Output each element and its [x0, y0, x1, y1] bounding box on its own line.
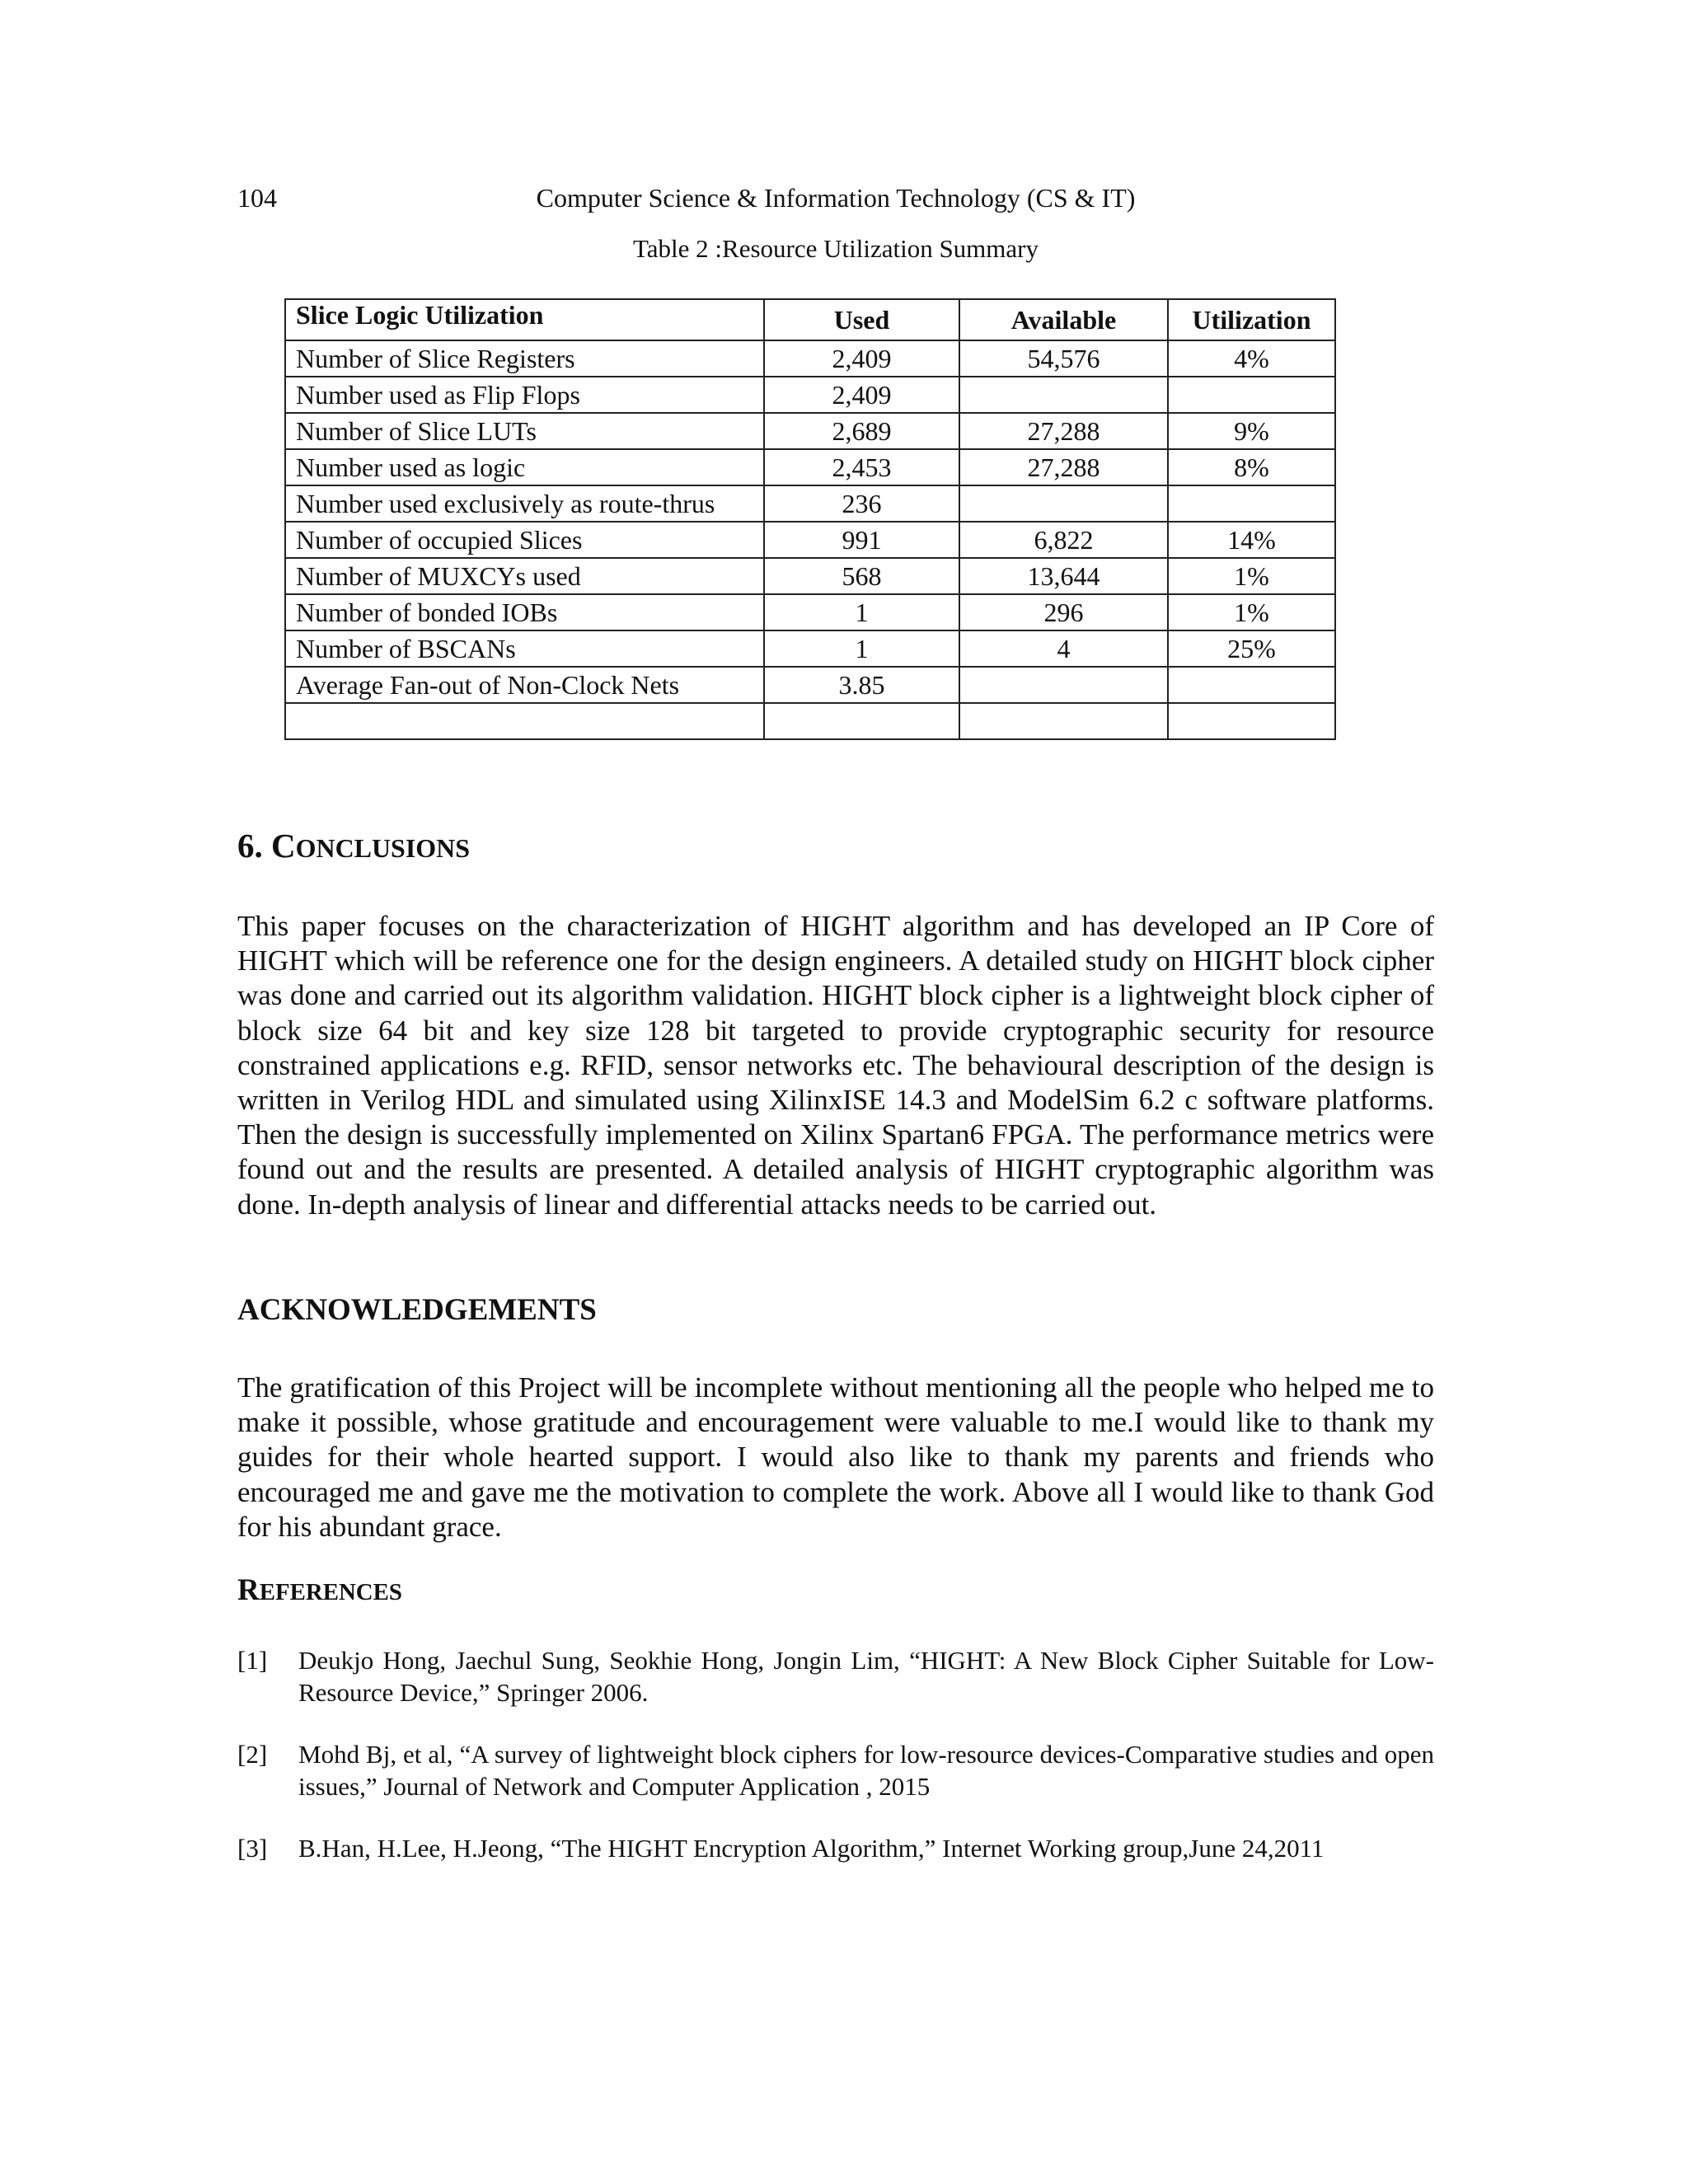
table-row [285, 449, 1335, 485]
table-cell [959, 667, 1168, 703]
table-cell: 13,644 [959, 558, 1168, 594]
table-cell: 4 [959, 630, 1168, 667]
table-cell [959, 485, 1168, 522]
reference-item [237, 1644, 1434, 1708]
table-row [285, 558, 1335, 594]
reference-text: Deukjo Hong, Jaechul Sung, Seokhie Hong, Jongin Lim, “HIGHT: A New Block Cipher Suitable for Low-Resource Device,” Springer 2006. [298, 1646, 1434, 1707]
column-header: Available [959, 299, 1168, 340]
table-cell: 2,689 [764, 413, 959, 449]
table-cell: Average Fan-out of Non-Clock Nets [285, 667, 764, 703]
table-cell: 8% [1168, 449, 1335, 485]
table-cell [764, 703, 959, 739]
table-row [285, 594, 1335, 630]
column-header: Slice Logic Utilization [285, 299, 764, 340]
table-row [285, 703, 1335, 739]
table-cell: Number used as logic [285, 449, 764, 485]
reference-number: [1] [237, 1646, 268, 1675]
running-header [237, 183, 1434, 223]
table-cell: 1% [1168, 594, 1335, 630]
table-cell: Number used exclusively as route-thrus [285, 485, 764, 522]
table-cell: 3.85 [764, 667, 959, 703]
resource-utilization-table [284, 298, 1336, 740]
conclusions-paragraph: This paper focuses on the characterization of HIGHT algorithm and has developed an IP Core of HIGHT which will be reference one for the design engineers. A detailed study on HIGHT block cipher was done and carried out its algorithm validation. HIGHT block cipher is a lightweight block cipher of block size 64 bit and key size 128 bit targeted to provide cryptographic security for resource constrained applications e.g. RFID, sensor networks etc. The behavioural description of the design is written in Verilog HDL and simulated using XilinxISE 14.3 and ModelSim 6.2 c software platforms. Then the design is successfully implemented on Xilinx Spartan6 FPGA. The performance metrics were found out and the results are presented. A detailed analysis of HIGHT cryptographic algorithm was done. In-depth analysis of linear and differential attacks needs to be carried out. [237, 910, 1434, 1221]
table-body [285, 340, 1335, 739]
table-cell: 2,409 [764, 377, 959, 413]
page-number: 104 [237, 183, 277, 213]
reference-number: [3] [237, 1834, 268, 1863]
table-row [285, 485, 1335, 522]
journal-title: Computer Science & Information Technology (CS & IT) [536, 183, 1136, 213]
table-row [285, 667, 1335, 703]
table-cell: 2,453 [764, 449, 959, 485]
table-cell [959, 377, 1168, 413]
table-cell: 9% [1168, 413, 1335, 449]
table-cell: 1 [764, 594, 959, 630]
reference-number: [2] [237, 1740, 268, 1769]
table-cell: Number of Slice LUTs [285, 413, 764, 449]
table-cell: 236 [764, 485, 959, 522]
table-row [285, 630, 1335, 667]
table-cell: 54,576 [959, 340, 1168, 377]
table-cell: 27,288 [959, 413, 1168, 449]
table-cell [959, 703, 1168, 739]
table-cell: 14% [1168, 522, 1335, 558]
table-cell: 568 [764, 558, 959, 594]
table-header-row [285, 299, 1335, 340]
reference-item [237, 1738, 1434, 1802]
reference-text: B.Han, H.Lee, H.Jeong, “The HIGHT Encryption Algorithm,” Internet Working group,June 24,2011 [298, 1834, 1325, 1863]
reference-item [237, 1832, 1434, 1864]
table-cell [1168, 377, 1335, 413]
table-row [285, 377, 1335, 413]
table-cell: 1% [1168, 558, 1335, 594]
table-cell: Number of MUXCYs used [285, 558, 764, 594]
column-header: Utilization [1168, 299, 1335, 340]
table-cell: Number of Slice Registers [285, 340, 764, 377]
table-cell: 1 [764, 630, 959, 667]
table-cell: 25% [1168, 630, 1335, 667]
table-cell [1168, 667, 1335, 703]
table-cell: Number of occupied Slices [285, 522, 764, 558]
column-header: Used [764, 299, 959, 340]
table-cell [285, 703, 764, 739]
acknowledgements-paragraph: The gratification of this Project will be incomplete without mentioning all the people who helped me to make it possible, whose gratitude and encouragement were valuable to me.I would like to thank my guides for their whole hearted support. I would also like to thank my parents and friends who encouraged me and gave me the motivation to complete the work. Above all I would like to thank God for his abundant grace. [237, 1371, 1434, 1543]
table-cell: Number of bonded IOBs [285, 594, 764, 630]
reference-text: Mohd Bj, et al, “A survey of lightweight block ciphers for low-resource devices-Comparative studies and open issues,” Journal of Network and Computer Application , 2015 [298, 1740, 1434, 1801]
table-cell: 296 [959, 594, 1168, 630]
table-cell: 4% [1168, 340, 1335, 377]
table-row [285, 340, 1335, 377]
table-row [285, 522, 1335, 558]
table-cell: 2,409 [764, 340, 959, 377]
acknowledgements-heading: ACKNOWLEDGEMENTS [237, 1293, 597, 1327]
table-cell: 6,822 [959, 522, 1168, 558]
table-caption: Table 2 :Resource Utilization Summary [633, 234, 1039, 263]
conclusions-heading: 6. CONCLUSIONS [237, 827, 471, 865]
table-row [285, 413, 1335, 449]
table-cell: 991 [764, 522, 959, 558]
table-cell: Number of BSCANs [285, 630, 764, 667]
references-heading: REFERENCES [237, 1573, 402, 1607]
references-list [237, 1644, 1434, 1894]
table-cell: Number used as Flip Flops [285, 377, 764, 413]
table-cell [1168, 485, 1335, 522]
table-cell: 27,288 [959, 449, 1168, 485]
table-cell [1168, 703, 1335, 739]
